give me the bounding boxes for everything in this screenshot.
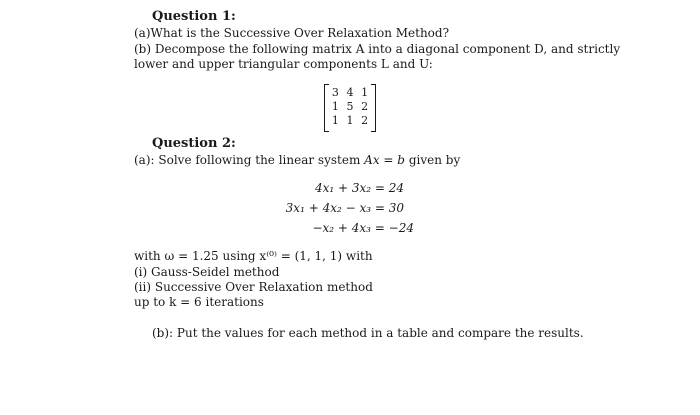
equation-3: −x₂ + 4x₃ = −24	[312, 221, 414, 235]
matrix-cell: 1	[331, 100, 339, 113]
iteration-count: up to k = 6 iterations	[134, 295, 264, 309]
matrix-cell: 5	[346, 100, 354, 113]
matrix-cells	[328, 86, 372, 128]
matrix-cell: 1	[346, 114, 354, 127]
system-notation: Ax = b	[364, 153, 405, 167]
question-2-title: Question 2:	[152, 136, 236, 151]
question-1b-text-line2: lower and upper triangular components L and U:	[134, 57, 433, 71]
question-2a-suffix: given by	[408, 153, 461, 167]
equation-2: 3x₁ + 4x₂ − x₃ = 30	[285, 201, 404, 215]
matrix-cell: 4	[346, 86, 354, 99]
matrix-cell: 2	[361, 100, 369, 113]
matrix-cell: 1	[331, 114, 339, 127]
matrix-cell: 1	[361, 86, 369, 99]
question-2a-prefix: (a): Solve following the linear system	[134, 153, 361, 167]
question-2a-text	[134, 153, 460, 167]
method-sor: (ii) Successive Over Relaxation method	[134, 280, 373, 294]
question-1b-text-line1: (b) Decompose the following matrix A into a diagonal component D, and strictly	[134, 42, 621, 56]
matrix-cell: 3	[331, 86, 339, 99]
question-1-title: Question 1:	[152, 9, 236, 24]
question-2b-text: (b): Put the values for each method in a table and compare the results.	[152, 326, 584, 340]
matrix-a	[324, 84, 376, 132]
matrix-cell: 2	[361, 114, 369, 127]
equation-1: 4x₁ + 3x₂ = 24	[314, 181, 404, 195]
question-1a-text: (a)What is the Successive Over Relaxation Method?	[134, 26, 450, 40]
relaxation-parameter-line: with ω = 1.25 using x⁽⁰⁾ = (1, 1, 1) with	[134, 249, 373, 263]
method-gauss-seidel: (i) Gauss-Seidel method	[134, 265, 280, 279]
